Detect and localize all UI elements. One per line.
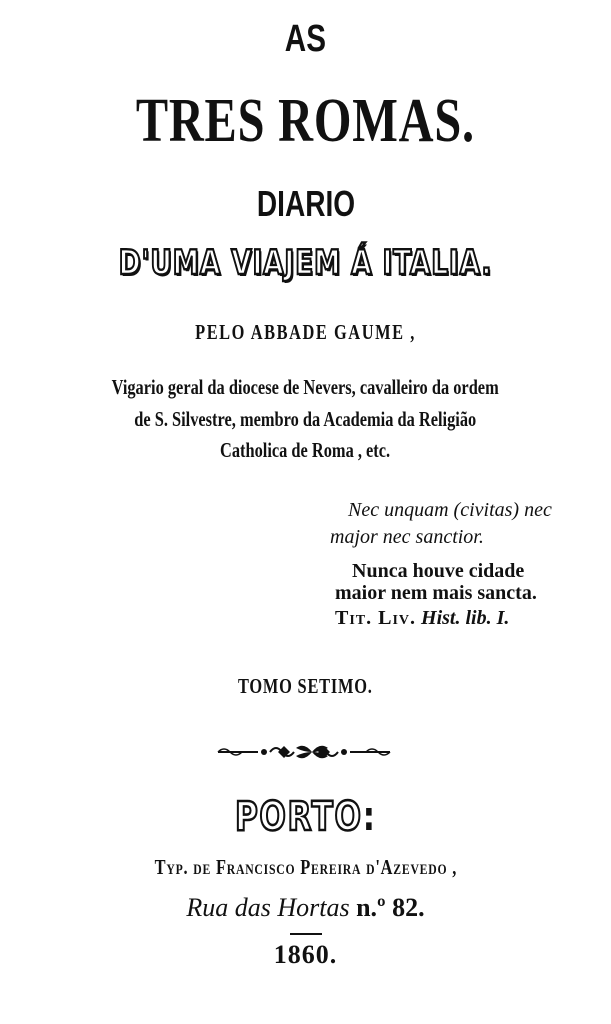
imprint-city: PORTO:	[234, 794, 377, 840]
title-article: AS	[284, 18, 327, 60]
imprint-city-colon: :	[362, 794, 377, 840]
imprint-year: 1860.	[273, 940, 338, 969]
epigraph-latin-line-2: major nec sanctior.	[330, 526, 484, 548]
subtitle-diario: DIARIO	[256, 183, 355, 224]
author-credentials-line-3: Catholica de Roma , etc.	[220, 438, 391, 462]
epigraph-source	[335, 608, 509, 628]
author-credentials-line-1: Vigario geral da diocese de Nevers, cavalleiro da ordem	[111, 375, 500, 399]
divider-rule	[290, 933, 322, 935]
epigraph-source-author: Tit. Liv.	[335, 607, 417, 629]
subtitle-viagem: D'UMA VIAJEM Á ITALIA.	[118, 243, 493, 283]
imprint-printer: Typ. de Francisco Pereira d'Azevedo ,	[154, 855, 457, 879]
volume-label: TOMO SETIMO.	[238, 674, 373, 698]
main-title: TRES ROMAS.	[135, 87, 476, 155]
imprint-number: n.º 82.	[356, 893, 425, 922]
epigraph-portuguese-line-1: Nunca houve cidade	[352, 560, 525, 582]
epigraph-portuguese-line-2: maior nem mais sancta.	[335, 582, 537, 604]
imprint-address	[0, 895, 611, 921]
fleuron-ornament-icon	[214, 742, 394, 762]
epigraph-latin-line-1: Nec unquam (civitas) nec	[348, 499, 552, 521]
author-credentials-line-2: de S. Silvestre, membro da Academia da Religião	[134, 407, 477, 431]
epigraph-source-work: Hist. lib. I.	[421, 607, 510, 629]
author-line: PELO ABBADE GAUME ,	[195, 320, 416, 344]
imprint-street: Rua das Hortas	[186, 893, 350, 922]
